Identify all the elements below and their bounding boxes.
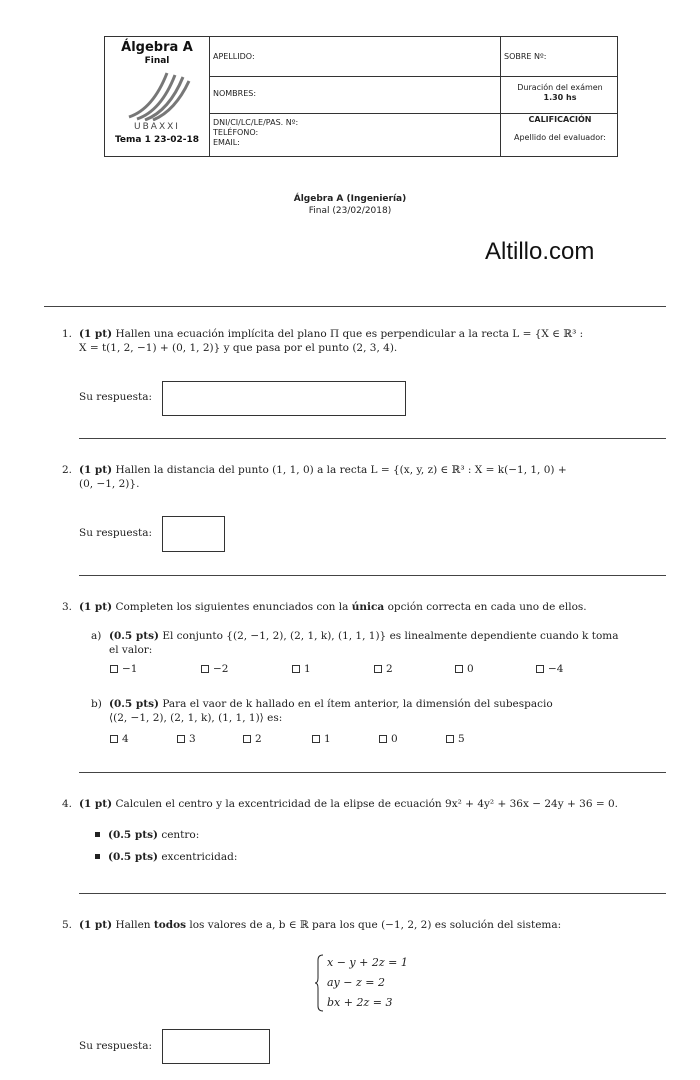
checkbox-icon (292, 665, 300, 673)
duracion-block (501, 83, 619, 103)
duracion-label: Duración del exámen (517, 83, 603, 92)
altillo-watermark: Altillo.com (485, 238, 595, 265)
q2-answer-label: Su respuesta: (79, 527, 153, 539)
system-eq-2: ay − z = 2 (327, 976, 385, 989)
q3a-label: a) (91, 630, 102, 642)
divider (79, 893, 666, 894)
exam-header-table (104, 36, 618, 157)
exam-subtitle: Final (23/02/2018) (308, 206, 392, 216)
divider (79, 438, 666, 439)
q2-line2: (0, −1, 2)}. (79, 478, 140, 490)
q3b-option-3[interactable]: 2 (243, 733, 262, 745)
q2-text (79, 463, 669, 491)
q3b-line2: ⟨(2, −1, 2), (2, 1, k), (1, 1, 1)⟩ es: (109, 712, 283, 724)
q1-text (79, 327, 669, 355)
checkbox-icon (177, 735, 185, 743)
q3a-points: (0.5 pts) (109, 630, 159, 642)
q2-line1: Hallen la distancia del punto (1, 1, 0) a la recta L = {(x, y, z) ∈ ℝ³ : X = k(−1, 1, 0) + (115, 464, 567, 476)
q5-text-post: los valores de a, b ∈ ℝ para los que (−1, 2, 2) es solución del sistema: (189, 919, 562, 931)
q3a-line2: el valor: (109, 644, 153, 656)
checkbox-icon (243, 735, 251, 743)
q2-number: 2. (62, 464, 73, 476)
q1-number: 1. (62, 328, 73, 340)
q3a-option-5[interactable]: 0 (455, 663, 474, 675)
q4-number: 4. (62, 798, 73, 810)
q5-points: (1 pt) (79, 919, 113, 931)
q3a-line1: El conjunto {(2, −1, 2), (2, 1, k), (1, 1, 1)} es linealmente dependiente cuando k toma (162, 630, 619, 642)
q1-points: (1 pt) (79, 328, 113, 340)
q4-item-excentricidad: (0.5 pts) excentricidad: (95, 850, 237, 864)
q3-text-bold: única (351, 601, 385, 613)
id-label: DNI/CI/LC/LE/PAS. Nº: (213, 118, 299, 127)
q3-number: 3. (62, 601, 73, 613)
q5-text-bold: todos (153, 919, 187, 931)
apellido-label: APELLIDO: (213, 52, 255, 61)
nombres-label: NOMBRES: (213, 89, 257, 98)
q4-text (79, 797, 618, 811)
id-fields (213, 118, 298, 148)
q3b-option-4[interactable]: 1 (312, 733, 331, 745)
sobre-label: SOBRE Nº: (504, 52, 547, 61)
left-brace-icon (314, 954, 324, 1012)
q3b-text (109, 697, 669, 725)
checkbox-icon (455, 665, 463, 673)
checkbox-icon (110, 735, 118, 743)
q3a-option-6[interactable]: −4 (536, 663, 563, 675)
q3b-option-6[interactable]: 5 (446, 733, 465, 745)
q3-points: (1 pt) (79, 601, 113, 613)
checkbox-icon (312, 735, 320, 743)
email-label: EMAIL: (213, 138, 240, 147)
q3b-label: b) (91, 698, 102, 710)
exam-type: Final (144, 56, 170, 66)
q4-points: (1 pt) (79, 798, 113, 810)
q1-answer-box[interactable] (162, 381, 406, 416)
q3a-option-3[interactable]: 1 (292, 663, 311, 675)
q1-line1: Hallen una ecuación implícita del plano Π que es perpendicular a la recta L = {X ∈ ℝ³ : (115, 328, 584, 340)
checkbox-icon (110, 665, 118, 673)
divider (44, 306, 666, 307)
tema-label: Tema 1 23-02-18 (114, 135, 200, 145)
telefono-label: TELÉFONO: (213, 128, 259, 137)
exam-title: Álgebra A (Ingeniería) (293, 194, 407, 204)
evaluador-label: Apellido del evaluador: (514, 133, 606, 142)
duracion-value: 1.30 hs (543, 93, 577, 102)
q3a-text (109, 629, 669, 657)
q3-text (79, 600, 587, 614)
q5-answer-box[interactable] (162, 1029, 270, 1064)
q2-answer-box[interactable] (162, 516, 225, 552)
bullet-icon (95, 832, 100, 837)
checkbox-icon (379, 735, 387, 743)
q3b-points: (0.5 pts) (109, 698, 159, 710)
q2-points: (1 pt) (79, 464, 113, 476)
system-eq-1: x − y + 2z = 1 (327, 956, 408, 969)
q3b-option-2[interactable]: 3 (177, 733, 196, 745)
q5-answer-label: Su respuesta: (79, 1040, 153, 1052)
checkbox-icon (446, 735, 454, 743)
q3b-line1: Para el vaor de k hallado en el ítem anterior, la dimensión del subespacio (162, 698, 553, 710)
q3a-option-2[interactable]: −2 (201, 663, 228, 675)
q5-text (79, 918, 561, 932)
checkbox-icon (374, 665, 382, 673)
checkbox-icon (536, 665, 544, 673)
q5-text-pre: Hallen (115, 919, 151, 931)
q4-item-centro: (0.5 pts) centro: (95, 828, 199, 842)
divider (79, 772, 666, 773)
q1-answer-label: Su respuesta: (79, 391, 153, 403)
q3a-option-4[interactable]: 2 (374, 663, 393, 675)
subject-title: Álgebra A (121, 40, 193, 55)
logo-text: UBAXXI (134, 122, 180, 132)
q3b-option-5[interactable]: 0 (379, 733, 398, 745)
q3-text-pre: Completen los siguientes enunciados con la (115, 601, 349, 613)
system-eq-3: bx + 2z = 3 (327, 996, 393, 1009)
divider (79, 575, 666, 576)
q4-statement: Calculen el centro y la excentricidad de la elipse de ecuación 9x² + 4y² + 36x − 24y + 36 = 0. (115, 798, 618, 810)
q5-number: 5. (62, 919, 73, 931)
checkbox-icon (201, 665, 209, 673)
q3b-option-1[interactable]: 4 (110, 733, 129, 745)
q1-line2: X = t(1, 2, −1) + (0, 1, 2)} y que pasa por el punto (2, 3, 4). (79, 342, 398, 354)
calificacion-label: CALIFICACIÓN (528, 115, 592, 124)
bullet-icon (95, 854, 100, 859)
q3a-option-1[interactable]: −1 (110, 663, 137, 675)
ubaxxi-logo-icon (123, 69, 191, 121)
q3-text-post: opción correcta en cada uno de ellos. (387, 601, 587, 613)
